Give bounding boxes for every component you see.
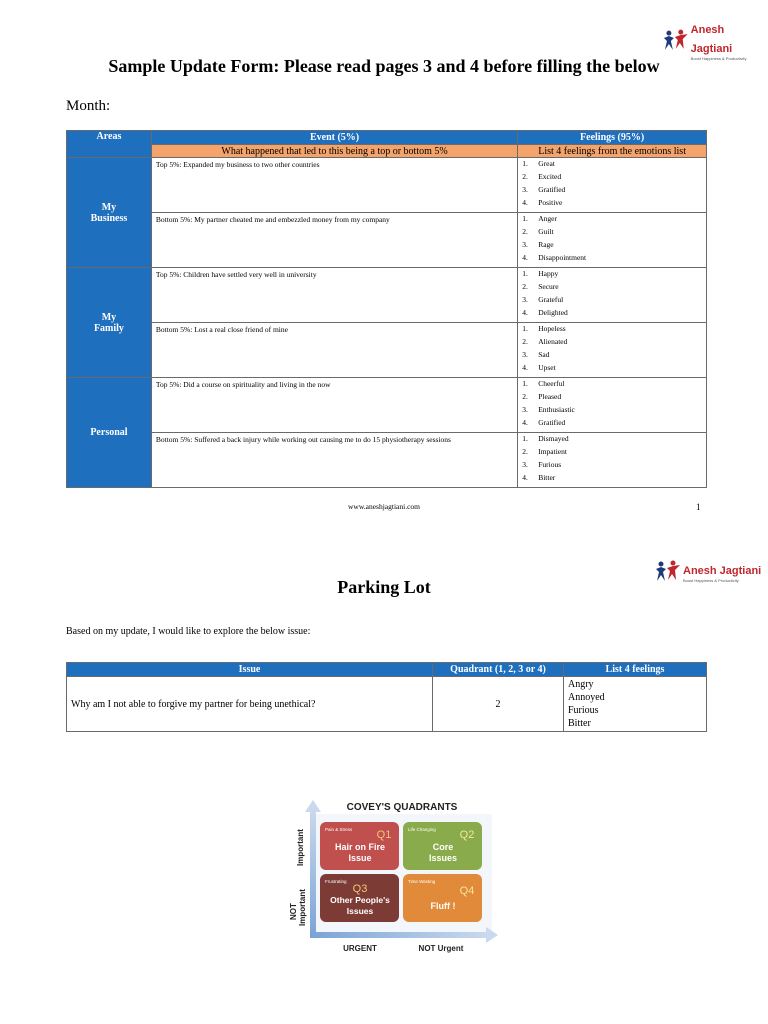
q3-label-line1: Other People's xyxy=(330,895,390,905)
feeling-item: 2. Impatient xyxy=(522,447,567,456)
q1-tag: Pain & Stress xyxy=(325,827,353,832)
area-family xyxy=(67,268,152,378)
y-axis-arrow-icon xyxy=(305,800,321,812)
feeling-item: 2. Pleased xyxy=(522,392,562,401)
feeling-item: 2. Excited xyxy=(522,172,562,181)
feeling-item: Angry xyxy=(568,679,594,690)
area-label-line1: Personal xyxy=(90,427,128,438)
feeling-item: 4. Gratified xyxy=(522,418,566,427)
y-label-bottom-1: NOT xyxy=(289,903,298,920)
q3-number: Q3 xyxy=(352,883,368,895)
form-title: Sample Update Form: Please read pages 3 and 4 before filling the below xyxy=(108,56,660,76)
feeling-item: 4. Disappointment xyxy=(522,253,587,262)
list-feelings-header: List 4 feelings xyxy=(564,663,707,677)
q1-number: Q1 xyxy=(376,829,392,841)
y-axis xyxy=(310,810,316,938)
y-label-bottom-2: Important xyxy=(298,889,307,926)
feeling-item: 2. Guilt xyxy=(522,227,554,236)
feeling-item: 3. Enthusiastic xyxy=(522,405,575,414)
event-cell: Top 5%: Children have settled very well in university xyxy=(151,268,517,323)
feeling-item: 2. Secure xyxy=(522,282,559,291)
feelings-cell xyxy=(518,158,707,213)
issue-cell: Why am I not able to forgive my partner for being unethical? xyxy=(67,677,433,732)
q4-tag: Time Wasting xyxy=(408,879,436,884)
people-logo-icon xyxy=(661,28,691,52)
feeling-item: 1. Dismayed xyxy=(522,434,569,443)
logo-tagline: Boost Happiness & Productivity xyxy=(683,578,739,583)
feeling-item: 2. Alienated xyxy=(522,337,568,346)
footer-url[interactable]: www.aneshjagtiani.com xyxy=(348,502,420,511)
event-subheader: What happened that led to this being a top or bottom 5% xyxy=(151,145,517,158)
feeling-item: 1. Great xyxy=(522,159,555,168)
parking-table xyxy=(66,662,707,732)
y-label-top: Important xyxy=(296,829,305,866)
event-cell: Bottom 5%: My partner cheated me and embezzled money from my company xyxy=(151,213,517,268)
q2-label-line1: Core xyxy=(432,842,454,852)
feeling-item: Furious xyxy=(568,705,599,716)
q4-label-line1: Fluff ! xyxy=(430,901,456,911)
area-label-line1: My xyxy=(101,311,117,323)
feeling-item: 3. Furious xyxy=(522,460,562,469)
feeling-item: 3. Sad xyxy=(522,350,550,359)
coveys-quadrants-diagram xyxy=(278,798,500,958)
area-label-line1: My xyxy=(101,201,117,213)
feeling-item: Bitter xyxy=(568,718,591,729)
event-cell: Top 5%: Did a course on spirituality and living in the now xyxy=(151,378,517,433)
feeling-item: Annoyed xyxy=(568,692,605,703)
brand-logo xyxy=(661,18,768,61)
area-label-line2: Family xyxy=(93,322,124,334)
feeling-item: 4. Positive xyxy=(522,198,563,207)
feeling-item: 3. Gratified xyxy=(522,185,566,194)
feelings-cell xyxy=(518,433,707,488)
feeling-item: 1. Anger xyxy=(522,214,557,223)
quadrant-header: Quadrant (1, 2, 3 or 4) xyxy=(433,663,564,677)
event-cell: Bottom 5%: Suffered a back injury while working out causing me to do 15 physiotherapy sessions xyxy=(151,433,517,488)
feelings-cell xyxy=(518,323,707,378)
x-axis xyxy=(310,932,488,938)
month-label: Month: xyxy=(66,98,111,114)
q1-label-line2: Issue xyxy=(348,853,372,863)
area-label-line2: Business xyxy=(90,212,128,224)
feeling-item: 3. Grateful xyxy=(522,295,564,304)
feelings-header: Feelings (95%) xyxy=(518,131,707,145)
logo-tagline: Boost Happiness & Productivity xyxy=(690,56,747,61)
feeling-item: 4. Delighted xyxy=(522,308,568,317)
event-cell: Top 5%: Expanded my business to two other countries xyxy=(151,158,517,213)
area-personal xyxy=(67,378,152,488)
q3-label-line2: Issues xyxy=(346,906,374,916)
quadrant-cell: 2 xyxy=(433,677,564,732)
q2-number: Q2 xyxy=(459,829,475,841)
feeling-item: 4. Upset xyxy=(522,363,556,372)
page-number: 1 xyxy=(696,502,701,512)
feeling-item: 3. Rage xyxy=(522,240,554,249)
feelings-cell xyxy=(518,268,707,323)
parking-intro: Based on my update, I would like to explore the below issue: xyxy=(66,626,311,637)
q2-tag: Life Changing xyxy=(408,827,436,832)
x-label-left: URGENT xyxy=(343,944,377,953)
event-cell: Bottom 5%: Lost a real close friend of mine xyxy=(151,323,517,378)
feelings-cell xyxy=(518,378,707,433)
feeling-item: 4. Bitter xyxy=(522,473,556,482)
q2-label-line2: Issues xyxy=(428,853,458,863)
issue-header: Issue xyxy=(67,663,433,677)
update-table xyxy=(66,130,707,488)
area-business xyxy=(67,158,152,268)
event-header: Event (5%) xyxy=(151,131,517,145)
feelings-subheader: List 4 feelings from the emotions list xyxy=(518,145,707,158)
x-label-right: NOT Urgent xyxy=(418,944,464,953)
feelings-cell xyxy=(518,213,707,268)
q1-label-line1: Hair on Fire xyxy=(334,842,386,852)
q3-tag: Frustrating xyxy=(325,879,347,884)
feeling-item: 1. Cheerful xyxy=(522,379,565,388)
feelings-list-cell xyxy=(564,677,707,732)
covey-title: COVEY'S QUADRANTS xyxy=(346,802,458,813)
q4-number: Q4 xyxy=(459,885,475,897)
areas-header: Areas xyxy=(67,131,152,158)
feeling-item: 1. Hopeless xyxy=(522,324,566,333)
logo-name: Anesh Jagtiani xyxy=(690,24,733,55)
logo-name: Anesh Jagtiani xyxy=(683,565,762,577)
feeling-item: 1. Happy xyxy=(522,269,559,278)
parking-lot-title: Parking Lot xyxy=(337,577,431,597)
